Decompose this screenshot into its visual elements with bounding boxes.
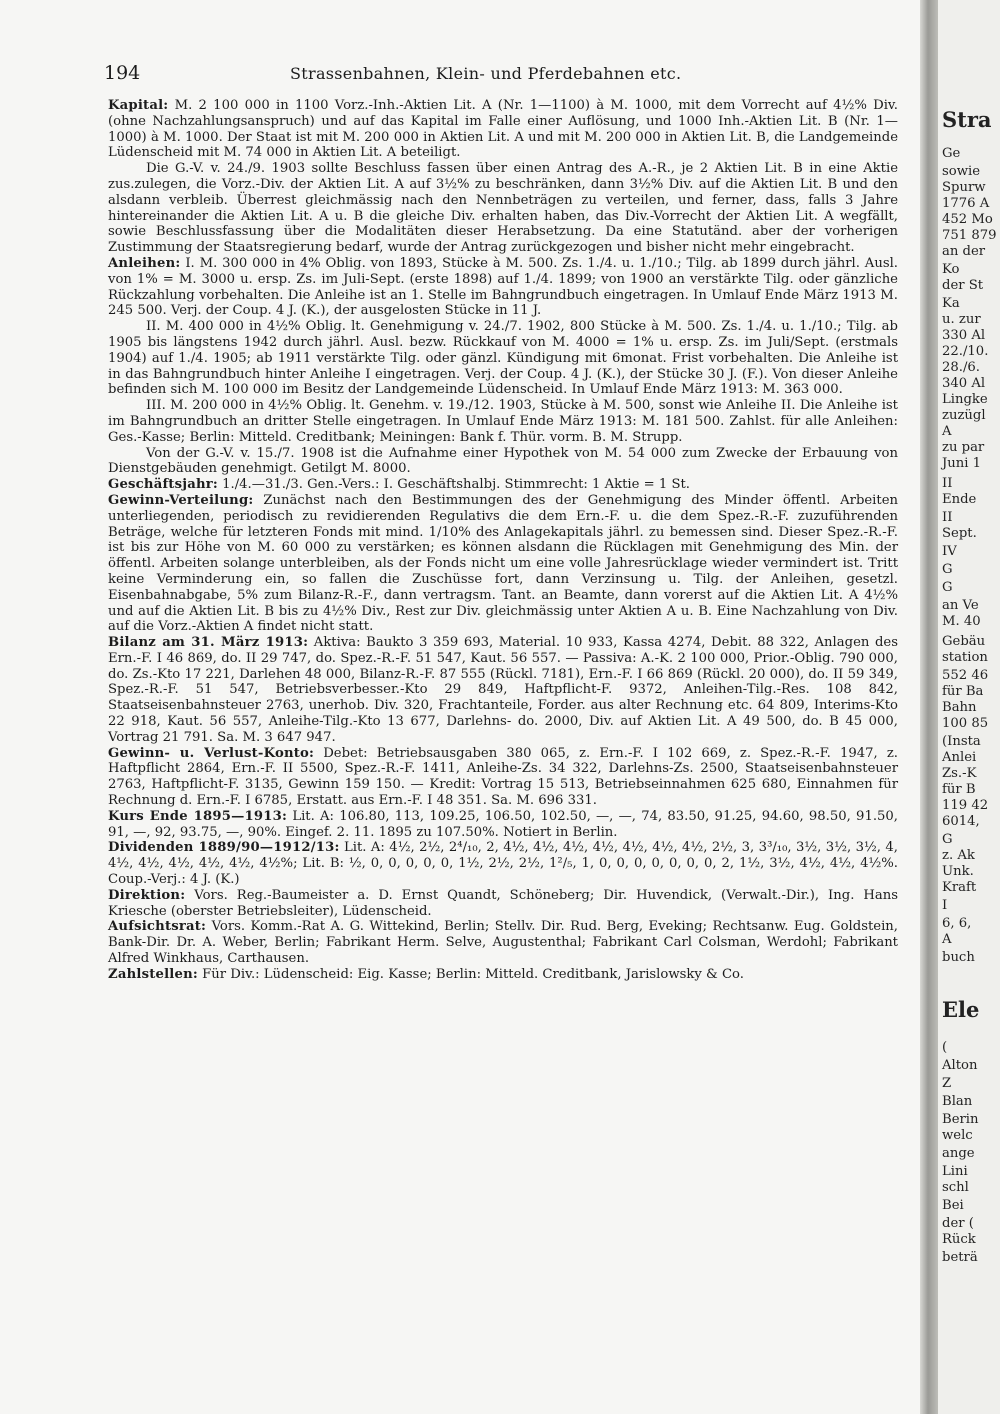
text-block	[108, 446, 898, 478]
facing-page-line: Ka	[942, 296, 960, 311]
facing-page-line: station	[942, 650, 988, 665]
facing-page-line: A	[942, 932, 952, 947]
facing-page-line: 119 42	[942, 798, 989, 813]
facing-page-line: Ko	[942, 262, 960, 277]
section-text: Lit. A: 4½, 2½, 2⁴/₁₀, 2, 4½, 4½, 4½, 4½, 4½, 4½, 4½, 2½, 3, 3³/₁₀, 3½, 3½, 3½, 4, 4½, 4½, 4½, 4½, 4½, 4½%; Lit. B: ½, 0, 0, 0, 0, 0, 1½, 2½, 2½, 1²/₅, 1, 0, 0, 0, 0, 0, 0, 0, 2, 1½, 3½, 4½, 4½, 4½%. Coup.-Verj.: 4 J. (K.)	[108, 840, 898, 888]
section-heading: Zahlstellen:	[108, 966, 198, 982]
facing-page-line: schl	[942, 1180, 969, 1195]
facing-page-line: 452 Mo	[942, 212, 993, 227]
text-block	[108, 967, 898, 983]
facing-page-line: (Insta	[942, 734, 981, 749]
facing-page-line: Sept.	[942, 526, 977, 541]
section-text: II. M. 400 000 in 4½% Oblig. lt. Genehmigung v. 24./7. 1902, 800 Stücke à M. 500. Zs. 1./4. u. 1./10.; Tilg. ab 1905 bis längstens 1942 durch jährl. Ausl. bezw. Rückkauf von M. 4000 = 1% u. ersp. Zs. im Juli/Sept. (erstmals 1904) auf 1./4. 1905; ab 1911 verstärkte Tilg. oder gänzl. Kündigung mit 6monat. Frist vorbehalten. Die Anleihe ist in das Bahngrundbuch hinter Anleihe I eingetragen. Verj. der Coup. 4 J. (K.), der Stücke 30 J. (F.). Von dieser Anleihe befinden sich M. 100 000 im Besitz der Landgemeinde Lüdenscheid. In Umlauf Ende März 1913: M. 363 000.	[108, 319, 898, 398]
section-text: 1./4.—31./3. Gen.-Vers.: I. Geschäftshalbj. Stimmrecht: 1 Aktie = 1 St.	[217, 477, 690, 493]
text-block	[108, 746, 898, 809]
facing-page-line: Blan	[942, 1094, 973, 1109]
facing-page-line: 100 85	[942, 716, 989, 731]
section-heading: Direktion:	[108, 887, 186, 903]
facing-page-line: Stra	[942, 107, 992, 132]
facing-page-line: sowie	[942, 164, 981, 179]
facing-page-line: u. zur	[942, 312, 981, 327]
facing-page-line: 6, 6,	[942, 916, 972, 931]
section-text: III. M. 200 000 in 4½% Oblig. lt. Genehm. v. 19./12. 1903, Stücke à M. 500, sonst wie Anleihe II. Die Anleihe ist im Bahngrundbuch an dritter Stelle eingetragen. In Umlauf Ende März 1913: M. 181 500. Zahlst. für alle Anleihen: Ges.-Kasse; Berlin: Mitteld. Creditbank; Meiningen: Bank f. Thür. vorm. B. M. Strupp.	[108, 398, 898, 445]
text-block	[108, 319, 898, 398]
facing-page-line: Lini	[942, 1164, 968, 1179]
text-block	[108, 635, 898, 746]
facing-page-line: 22./10.	[942, 344, 989, 359]
facing-page-line: Unk.	[942, 864, 974, 879]
facing-page-line: 552 46	[942, 668, 989, 683]
section-text: Zunächst nach den Bestimmungen des der Genehmigung des Minder öffentl. Arbeiten unterliegenden, periodisch zu revidierenden Regulativs die dem Ern.-F. u. die dem Spez.-R.-F. zuzuführenden Beträge, welche für letzteren Fonds mit mind. 1/10% des Anlagekapitals jährl. zu bemessen sind. Dieser Spez.-R.-F. ist bis zur Höhe von M. 60 000 zu verstärken; es können alsdann die Rücklagen mit Genehmigung des Min. der öffentl. Arbeiten solange unterbleiben, als der Fonds nicht um eine volle Jahresrücklage wieder vermindert ist. Tritt keine Verminderung ein, so fallen die Zuschüsse fort, dann Verzinsung u. Tilg. der Anleihen, gesetzl. Eisenbahnabgabe, 5% zum Bilanz-R.-F., dann vertragsm. Tant. an Beamte, dann vorerst auf die Aktien Lit. A 4½% und auf die Aktien Lit. B bis zu 4½% Div., Rest zur Div. gleichmässig unter Aktien A u. B. Eine Nachzahlung von Div. auf die Vorz.-Aktien A findet nicht statt.	[108, 492, 898, 635]
facing-page-line: A	[942, 424, 952, 439]
facing-page-line: Kraft	[942, 880, 977, 895]
facing-page-fragment	[938, 0, 1000, 1414]
section-heading: Aufsichtsrat:	[108, 919, 207, 935]
facing-page-line: an der	[942, 244, 986, 259]
facing-page-line: G	[942, 580, 953, 595]
text-block	[108, 161, 898, 256]
facing-page-line: Lingke	[942, 392, 988, 407]
section-text: Lit. A: 106.80, 113, 109.25, 106.50, 102.50, —, —, 74, 83.50, 91.25, 94.60, 98.50, 91.50, 91, —, 92, 93.75, —, 90%. Eingef. 2. 11. 1895 zu 107.50%. Notiert in Berlin.	[108, 808, 898, 840]
section-heading: Kurs Ende 1895—1913:	[108, 808, 288, 824]
facing-page-line: (	[942, 1040, 948, 1055]
facing-page-line: Ele	[942, 997, 980, 1022]
facing-page-line: beträ	[942, 1250, 978, 1265]
facing-page-line: II	[942, 510, 953, 525]
facing-page-line: 751 879	[942, 228, 997, 243]
section-heading: Kapital:	[108, 98, 169, 113]
facing-page-line: für Ba	[942, 684, 984, 699]
facing-page-line: 1776 A	[942, 196, 990, 211]
facing-page-line: Spurw	[942, 180, 986, 195]
text-block	[108, 888, 898, 920]
facing-page-line: für B	[942, 782, 976, 797]
facing-page-line: 330 Al	[942, 328, 986, 343]
facing-page-line: zu par	[942, 440, 985, 455]
facing-page-line: welc	[942, 1128, 973, 1143]
facing-page-line: Alton	[942, 1058, 978, 1073]
facing-page-line: ange	[942, 1146, 975, 1161]
facing-page-line: Rück	[942, 1232, 976, 1247]
section-heading: Anleihen:	[108, 255, 181, 271]
facing-page-line: Z	[942, 1076, 952, 1091]
facing-page-line: Bahn	[942, 700, 977, 715]
section-text: Debet: Betriebsausgaben 380 065, z. Ern.-F. I 102 669, z. Spez.-R.-F. 1947, z. Haftpflicht 2864, Ern.-F. II 5500, Spez.-R.-F. 1411, Anleihe-Zs. 34 322, Darlehns-Zs. 2500, Staatseisenbahnsteuer 2763, Haftpflicht-F. 3135, Gewinn 159 150. — Kredit: Vortrag 15 513, Betriebseinnahmen 625 680, Einnahmen für Rechnung d. Ern.-F. I 6785, Erstatt. aus Ern.-F. I 48 351. Sa. M. 696 331.	[108, 745, 898, 809]
facing-page-line: Bei	[942, 1198, 964, 1213]
facing-page-line: der (	[942, 1216, 974, 1231]
facing-page-line: Anlei	[942, 750, 977, 765]
text-block	[108, 493, 898, 635]
page-body	[108, 98, 898, 983]
facing-page-line: IV	[942, 544, 957, 559]
facing-page-line: 6014,	[942, 814, 980, 829]
page-number: 194	[104, 62, 141, 84]
facing-page-line: I	[942, 898, 948, 913]
facing-page-line: 340 Al	[942, 376, 986, 391]
facing-page-line: buch	[942, 950, 975, 965]
running-head: Strassenbahnen, Klein- und Pferdebahnen etc.	[290, 64, 682, 83]
section-text: I. M. 300 000 in 4% Oblig. von 1893, Stücke à M. 500. Zs. 1./4. u. 1./10.; Tilg. ab 1899 durch jährl. Ausl. von 1% = M. 3000 u. ersp. Zs. im Juli-Sept. (erste 1898) auf 1./4. 1899; von 1900 an verstärkte Tilg. oder gänzliche Rückzahlung vorbehalten. Die Anleihe ist an 1. Stelle im Bahngrundbuch eingetragen. In Umlauf Ende März 1913 M. 245 500. Verj. der Coup. 4 J. (K.), der ausgelosten Stücke in 11 J.	[108, 255, 898, 319]
section-text: Von der G.-V. v. 15./7. 1908 ist die Aufnahme einer Hypothek von M. 54 000 zum Zwecke der Erbauung von Dienstgebäuden genehmigt. Getilgt M. 8000.	[108, 445, 898, 477]
facing-page-line: Berin	[942, 1112, 979, 1127]
book-gutter	[920, 0, 938, 1414]
text-block	[108, 398, 898, 445]
section-text: Die G.-V. v. 24./9. 1903 sollte Beschluss fassen über einen Antrag des A.-R., je 2 Aktien Lit. B in eine Aktie zus.zulegen, die Vorz.-Div. der Aktien Lit. A auf 3½% zu beschränken, dann 3½% Div. auf die Aktien Lit. B und den alsdann verbleib. Überrest gleichmässig nach den Nennbeträgen zu verteilen, und ferner, dass, falls 3 Jahre hintereinander die Aktien Lit. A u. B die gleiche Div. erhalten haben, das Div.-Vorrecht der Aktien Lit. A wegfällt, sowie Beschlussfassung über die Modalitäten dieser Herabsetzung. Da eine Statutänd. aber der vorherigen Zustimmung der Staatsregierung bedarf, wurde der Antrag zurückgezogen und bisher nicht mehr eingebracht.	[108, 161, 898, 256]
facing-page-line: der St	[942, 278, 984, 293]
facing-page-line: G	[942, 832, 953, 847]
text-block	[108, 919, 898, 966]
facing-page-line: z. Ak	[942, 848, 975, 863]
section-text: Aktiva: Baukto 3 359 693, Material. 10 933, Kassa 4274, Debit. 88 322, Anlagen des Ern.-F. I 46 869, do. II 29 747, do. Spez.-R.-F. 51 547, Kaut. 56 557. — Passiva: A.-K. 2 100 000, Prior.-Oblig. 790 000, do. Zs.-Kto 17 221, Darlehen 48 000, Bilanz-R.-F. 87 555 (Rückl. 7181), Ern.-F. I 66 869 (Rückl. 20 000), do. II 59 349, Spez.-R.-F. 51 547, Betriebsverbesser.-Kto 29 849, Haftpflicht-F. 9372, Anleihen-Tilg.-Res. 108 842, Staatseisenbahnsteuer 2763, unerhob. Div. 320, Frachtanteile, Forder. aus alter Rechnung etc. 64 809, Interims-Kto 22 918, Kaut. 56 557, Anleihe-Tilg.-Kto 13 677, Darlehns- do. 2000, Div. auf Aktien Lit. A 49 500, do. B 45 000, Vortrag 21 791. Sa. M. 3 647 947.	[108, 635, 898, 745]
facing-page-line: an Ve	[942, 598, 979, 613]
section-heading: Gewinn-Verteilung:	[108, 492, 254, 508]
section-heading: Gewinn- u. Verlust-Konto:	[108, 745, 315, 761]
facing-page-line: Juni 1	[942, 456, 982, 471]
facing-page-line: Zs.-K	[942, 766, 977, 781]
text-block	[108, 840, 898, 887]
section-text: Für Div.: Lüdenscheid: Eig. Kasse; Berlin: Mitteld. Creditbank, Jarislowsky & Co.	[197, 966, 744, 982]
text-block	[108, 809, 898, 841]
facing-page-line: Ende	[942, 492, 977, 507]
text-block	[108, 98, 898, 161]
section-text: Vors. Komm.-Rat A. G. Wittekind, Berlin; Stellv. Dir. Rud. Berg, Eveking; Rechtsanw. Eug. Goldstein, Bank-Dir. Dr. A. Weber, Berlin; Fabrikant Herm. Selve, Augustenthal; Fabrikant Carl Colsman, Werdohl; Fabrikant Alfred Winkhaus, Carthausen.	[108, 919, 898, 967]
text-block	[108, 477, 898, 493]
facing-page-line: 28./6.	[942, 360, 980, 375]
section-heading: Dividenden 1889/90—1912/13:	[108, 840, 340, 856]
facing-page-line: Ge	[942, 146, 961, 161]
text-block	[108, 256, 898, 319]
facing-page-line: zuzügl	[942, 408, 986, 423]
facing-page-line: II	[942, 476, 953, 491]
facing-page-line: Gebäu	[942, 634, 986, 649]
facing-page-line: G	[942, 562, 953, 577]
section-heading: Geschäftsjahr:	[108, 477, 218, 493]
section-text: Vors. Reg.-Baumeister a. D. Ernst Quandt, Schöneberg; Dir. Huvendick, (Verwalt.-Dir.), Ing. Hans Kriesche (oberster Betriebsleiter), Lüdenscheid.	[108, 887, 898, 919]
facing-page-line: M. 40	[942, 614, 981, 629]
section-heading: Bilanz am 31. März 1913:	[108, 635, 309, 651]
section-text: M. 2 100 000 in 1100 Vorz.-Inh.-Aktien Lit. A (Nr. 1—1100) à M. 1000, mit dem Vorrecht auf 4½% Div. (ohne Nachzahlungsanspruch) und auf das Kapital im Falle einer Auflösung, und 1000 Inh.-Aktien Lit. B (Nr. 1—1000) à M. 1000. Der Staat ist mit M. 200 000 in Aktien Lit. A und mit M. 200 000 in Aktien Lit. B, die Landgemeinde Lüdenscheid mit M. 74 000 in Aktien Lit. A beteiligt.	[108, 98, 898, 161]
